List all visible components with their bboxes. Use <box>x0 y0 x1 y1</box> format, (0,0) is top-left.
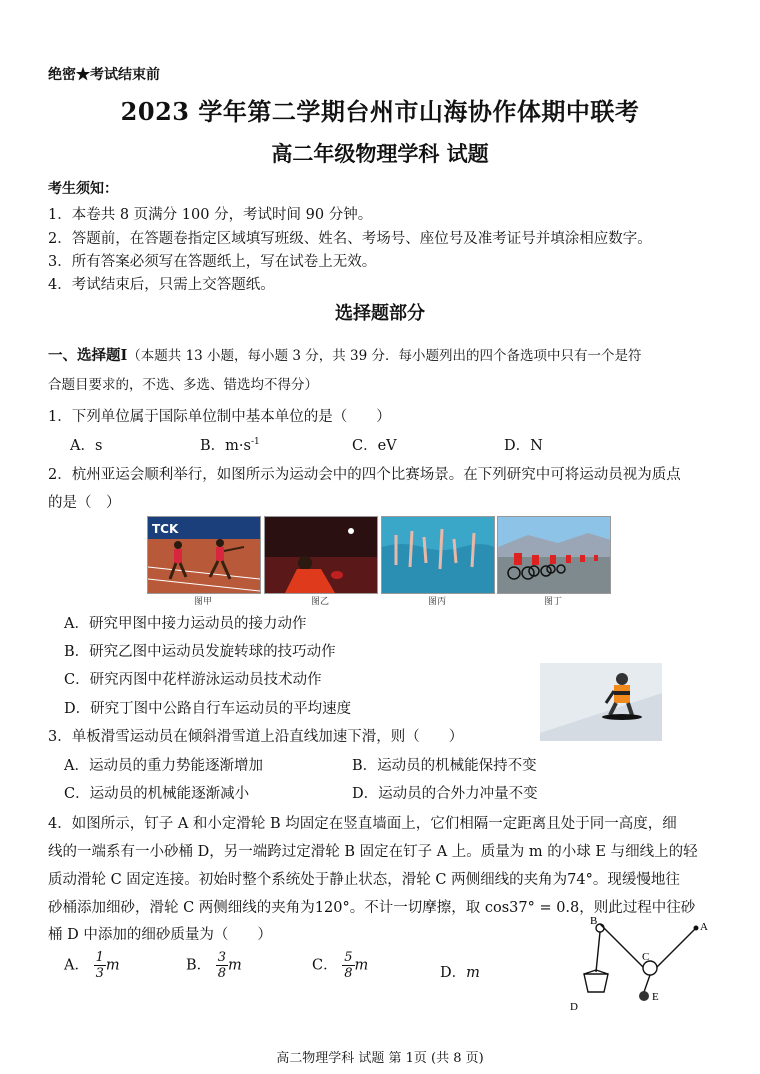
q3-option-d: D．运动员的合外力冲量不变 <box>352 786 538 802</box>
photo-swimming <box>381 516 495 594</box>
q4-stem-1: 4．如图所示，钉子 A 和小定滑轮 B 均固定在竖直墙面上，它们相隔一定距离且处于同一高度，细 <box>48 816 677 832</box>
q4-option-c-label: C． <box>312 957 338 974</box>
fraction <box>94 950 106 981</box>
exam-subtitle: 高二年级物理学科 试题 <box>271 141 489 166</box>
caption-ding: 图丁 <box>543 597 562 607</box>
q1-option-b <box>200 434 260 455</box>
notice-item: 4．考试结束后，只需上交答题纸。 <box>48 277 275 293</box>
mass-variable: m <box>466 965 480 981</box>
fraction-numerator: 5 <box>344 950 353 965</box>
part1-desc: （本题共 13 小题，每小题 3 分，共 39 分．每小题列出的四个备选项中只有一个是符 <box>127 348 642 364</box>
page-footer: 高二物理学科 试题 第 1页 (共 8 页) <box>276 1051 484 1066</box>
part1-intro <box>48 344 642 365</box>
label-d: D <box>570 1001 578 1013</box>
q4-stem-2: 线的一端系有一小砂桶 D，另一端跨过定滑轮 B 固定在钉子 A 上。质量为 m 的小球 E 与细线上的轻 <box>48 844 698 860</box>
q4-option-d <box>440 961 480 982</box>
fraction-numerator: 1 <box>95 950 104 965</box>
q4-option-a-label: A． <box>64 957 89 974</box>
q4-option-b <box>186 950 242 981</box>
q3-option-c: C．运动员的机械能逐渐减小 <box>64 786 250 802</box>
fraction-denominator: 8 <box>217 966 227 981</box>
label-b: B <box>590 915 598 927</box>
q3-stem: 3．单板滑雪运动员在倾斜滑雪道上沿直线加速下滑，则（ ） <box>48 729 464 745</box>
label-a: A <box>700 921 708 933</box>
q2-stem: 2．杭州亚运会顺利举行，如图所示为运动会中的四个比赛场景。在下列研究中可将运动员视为质点 <box>48 467 681 483</box>
part1-heading: 一、选择题Ⅰ <box>48 347 128 364</box>
fraction <box>342 950 354 981</box>
notice-item: 3．所有答案必须写在答题纸上，写在试卷上无效。 <box>48 254 377 270</box>
fraction-denominator: 3 <box>95 966 104 981</box>
mass-variable: m <box>228 957 242 974</box>
fraction-numerator: 3 <box>217 950 227 965</box>
part1-desc-cont: 合题目要求的，不选、多选、错选均不得分） <box>48 377 318 393</box>
q2-option-d: D．研究丁图中公路自行车运动员的平均速度 <box>64 701 352 717</box>
caption-yi: 图乙 <box>310 597 329 607</box>
q2-option-b: B．研究乙图中运动员发旋转球的技巧动作 <box>64 644 336 660</box>
photo-snowboard <box>540 663 662 741</box>
q4-option-c <box>312 950 368 981</box>
q2-stem-cont: 的是（ ） <box>48 495 121 511</box>
q3-option-b: B．运动员的机械能保持不变 <box>352 758 537 774</box>
q1-option-a: A．s <box>70 438 103 454</box>
photo-table-tennis <box>264 516 378 594</box>
q1-option-b-sup: -1 <box>250 437 260 448</box>
q2-option-c: C．研究丙图中花样游泳运动员技术动作 <box>64 672 322 688</box>
q3-option-a: A．运动员的重力势能逐渐增加 <box>64 758 263 774</box>
q1-option-c: C．eV <box>352 438 397 454</box>
notice-heading: 考生须知： <box>48 181 118 197</box>
fraction-denominator: 8 <box>344 966 353 981</box>
q4-stem-4: 砂桶添加细砂，滑轮 C 两侧细线的夹角为120°。不计一切摩擦，取 cos37° = 0.8，则此过程中往砂 <box>48 900 696 916</box>
label-c: C <box>642 951 650 963</box>
photo-relay <box>147 516 261 594</box>
exam-title: 2023 学年第二学期台州市山海协作体期中联考 <box>120 97 640 126</box>
section-title: 选择题部分 <box>335 303 425 324</box>
notice-item: 1．本卷共 8 页满分 100 分，考试时间 90 分钟。 <box>48 207 373 223</box>
photo-cycling <box>497 516 611 594</box>
q1-stem: 1．下列单位属于国际单位制中基本单位的是（ ） <box>48 409 391 425</box>
q4-stem-5: 桶 D 中添加的细砂质量为（ ） <box>48 927 272 943</box>
fraction <box>216 950 228 981</box>
q4-stem-3: 质动滑轮 C 固定连接。初始时整个系统处于静止状态，滑轮 C 两侧细线的夹角为74°。现缓慢地往 <box>48 872 680 888</box>
svg-text:TCK: TCK <box>152 522 179 536</box>
mass-variable: m <box>105 957 120 974</box>
caption-jia: 图甲 <box>193 597 212 607</box>
q4-option-b-label: B． <box>186 957 212 974</box>
label-e: E <box>652 991 659 1003</box>
caption-bing: 图丙 <box>427 597 446 607</box>
mass-variable: m <box>354 957 369 974</box>
secret-mark: 绝密★考试结束前 <box>48 67 160 83</box>
pulley-diagram <box>560 912 720 1022</box>
q4-option-a <box>64 950 120 981</box>
q1-option-d: D．N <box>504 438 543 454</box>
q4-option-d-label: D． <box>440 965 467 981</box>
notice-item: 2．答题前，在答题卷指定区域填写班级、姓名、考场号、座位号及准考证号并填涂相应数字。 <box>48 231 652 247</box>
q2-option-a: A．研究甲图中接力运动员的接力动作 <box>64 616 307 632</box>
q1-option-b-text: B．m·s <box>200 438 251 454</box>
